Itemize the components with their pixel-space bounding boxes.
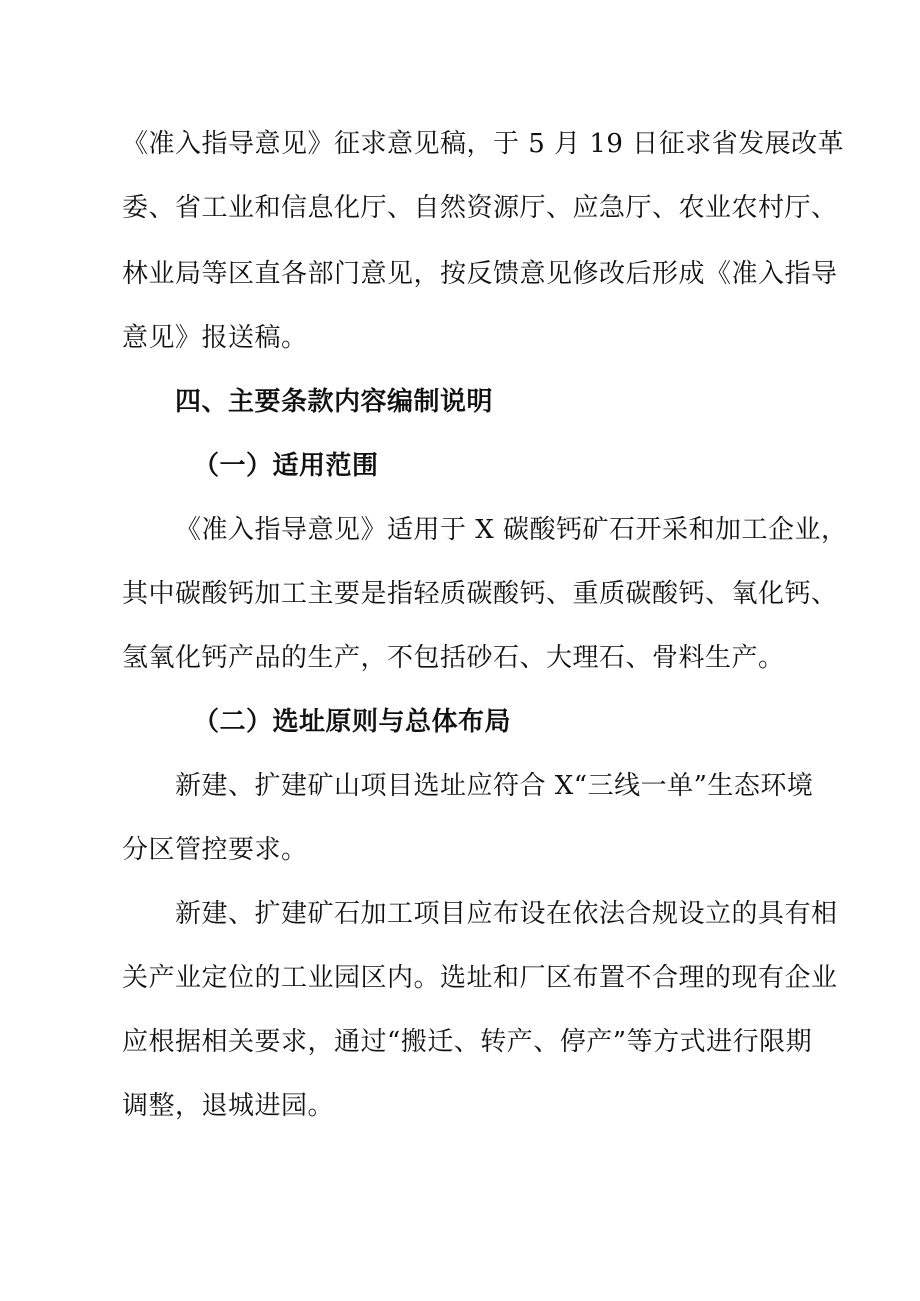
subsection-1-line-3: 氢氧化钙产品的生产，不包括砂石、大理石、骨料生产。	[122, 643, 785, 673]
intro-line-2: 委、省工业和信息化厅、自然资源厅、应急厅、农业农村厅、	[122, 193, 838, 223]
subsection-1-heading: （一）适用范围	[193, 451, 379, 481]
subsection-1-line-2: 其中碳酸钙加工主要是指轻质碳酸钙、重质碳酸钙、氧化钙、	[122, 579, 838, 609]
subsection-1-line-1: 《准入指导意见》适用于 X 碳酸钙矿石开采和加工企业，	[175, 515, 848, 545]
section-heading: 四、主要条款内容编制说明	[175, 387, 494, 417]
subsection-2b-line-2: 关产业定位的工业园区内。选址和厂区布置不合理的现有企业	[122, 963, 838, 993]
subsection-2a-line-2: 分区管控要求。	[122, 835, 308, 865]
intro-line-4: 意见》报送稿。	[122, 323, 308, 353]
intro-line-1: 《准入指导意见》征求意见稿，于 5 月 19 日征求省发展改革	[122, 129, 845, 159]
intro-line-3: 林业局等区直各部门意见，按反馈意见修改后形成《准入指导	[122, 259, 838, 289]
subsection-2b-line-1: 新建、扩建矿石加工项目应布设在依法合规设立的具有相	[175, 899, 838, 929]
subsection-2b-line-4: 调整，退城进园。	[122, 1091, 335, 1121]
subsection-2a-line-1: 新建、扩建矿山项目选址应符合 X“三线一单”生态环境	[175, 771, 814, 801]
subsection-2b-line-3: 应根据相关要求，通过“搬迁、转产、停产”等方式进行限期	[122, 1027, 813, 1057]
subsection-2-heading: （二）选址原则与总体布局	[193, 707, 512, 737]
